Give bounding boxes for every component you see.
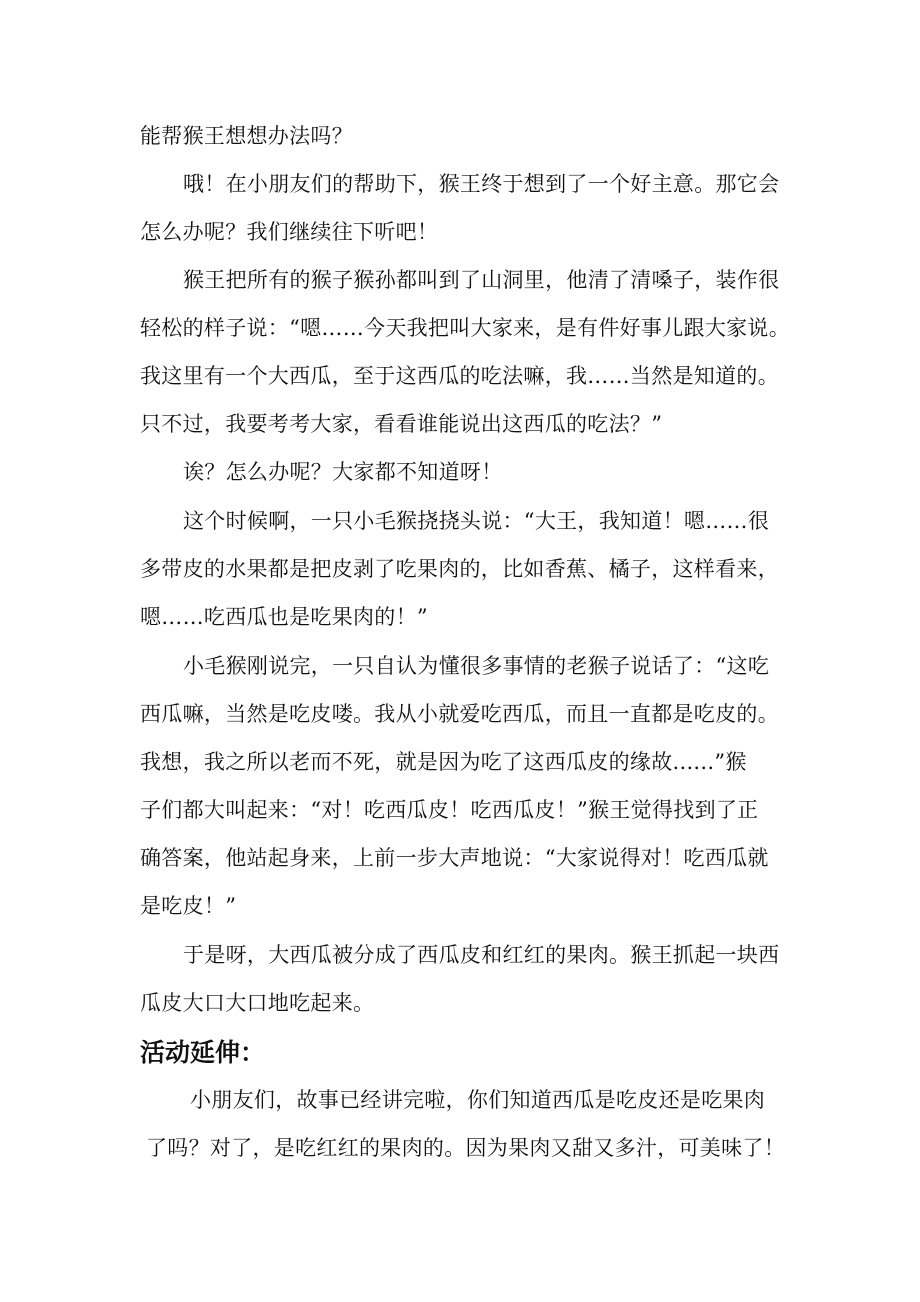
text-line: 这个时候啊，一只小毛猴挠挠头说：“大王，我知道！嗯……很 xyxy=(183,509,770,533)
text-line: 我这里有一个大西瓜，至于这西瓜的吃法嘛，我……当然是知道的。 xyxy=(140,364,779,388)
text-line: 能帮猴王想想办法吗？ xyxy=(140,124,353,148)
text-line: 只不过，我要考考大家，看看谁能说出这西瓜的吃法？” xyxy=(140,412,663,436)
section-heading: 活动延伸： xyxy=(140,1038,266,1067)
text-line: 了吗？对了，是吃红红的果肉的。因为果肉又甜又多汁，可美味了！ xyxy=(146,1136,785,1160)
text-line: 于是呀，大西瓜被分成了西瓜皮和红红的果肉。猴王抓起一块西 xyxy=(183,943,780,967)
text-line: 嗯……吃西瓜也是吃果肉的！” xyxy=(140,605,428,629)
text-line: 小毛猴刚说完，一只自认为懂很多事情的老猴子说话了：“这吃 xyxy=(183,654,770,678)
text-line: 确答案，他站起身来，上前一步大声地说：“大家说得对！吃西瓜就 xyxy=(140,846,769,870)
text-line: 猴王把所有的猴子猴孙都叫到了山洞里，他清了清嗓子，装作很 xyxy=(183,268,780,292)
text-line: 瓜皮大口大口地吃起来。 xyxy=(140,991,375,1015)
text-line: 多带皮的水果都是把皮剥了吃果肉的，比如香蕉、橘子，这样看来， xyxy=(140,557,779,581)
text-line: 西瓜嘛，当然是吃皮喽。我从小就爱吃西瓜，而且一直都是吃皮的。 xyxy=(140,702,779,726)
text-line: 哦！在小朋友们的帮助下，猴王终于想到了一个好主意。那它会 xyxy=(183,172,780,196)
text-line: 怎么办呢？我们继续往下听吧！ xyxy=(140,220,439,244)
text-line: 我想，我之所以老而不死，就是因为吃了这西瓜皮的缘故......”猴 xyxy=(140,750,747,774)
text-line: 是吃皮！” xyxy=(140,894,237,918)
text-line: 轻松的样子说：“嗯……今天我把叫大家来，是有件好事儿跟大家说。 xyxy=(140,316,791,340)
text-line: 小朋友们，故事已经讲完啦，你们知道西瓜是吃皮还是吃果肉 xyxy=(190,1088,766,1112)
text-line: 子们都大叫起来：“对！吃西瓜皮！吃西瓜皮！”猴王觉得找到了正 xyxy=(140,798,759,822)
text-line: 诶？怎么办呢？大家都不知道呀！ xyxy=(183,460,503,484)
